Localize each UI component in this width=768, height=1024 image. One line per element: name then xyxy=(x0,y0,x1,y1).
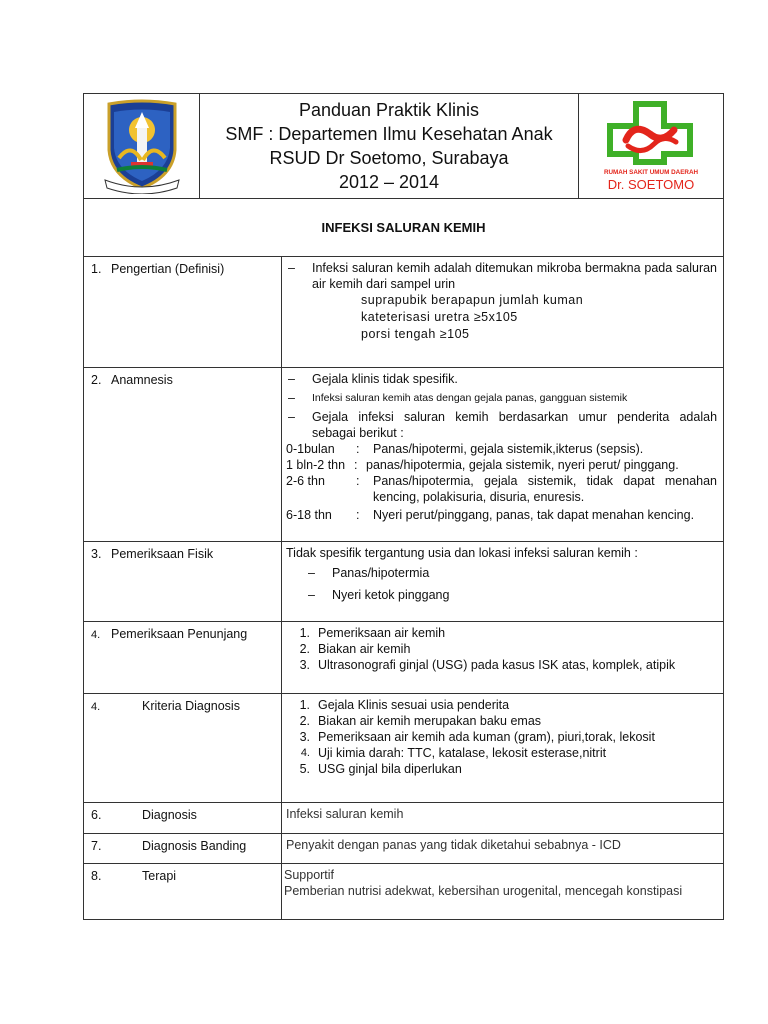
row-label-cell: 3. Pemeriksaan Fisik xyxy=(84,542,282,622)
age-row: 2-6 thn : Panas/hipotermia, gejala sistemik, tidak dapat menahan kencing, polakisuria, disuria, enuresis. xyxy=(286,474,718,504)
list-item: 2. Biakan air kemih xyxy=(299,642,411,656)
rsud-soetomo-logo xyxy=(579,100,723,192)
list-item: – Nyeri ketok pinggang xyxy=(308,588,450,602)
row-label-cell: 4. Kriteria Diagnosis xyxy=(84,694,282,803)
header-title-cell xyxy=(200,94,579,199)
list-item: 5. USG ginjal bila diperlukan xyxy=(299,762,462,776)
therapy-line: Pemberian nutrisi adekwat, kebersihan urogenital, mencegah konstipasi xyxy=(284,884,683,898)
list-item: 3. Ultrasonografi ginjal (USG) pada kasus ISK atas, komplek, atipik xyxy=(299,658,676,672)
guideline-document xyxy=(83,93,723,920)
row-content-cell xyxy=(282,694,724,803)
row-content-cell xyxy=(282,622,724,694)
row-diagnosis xyxy=(84,803,724,834)
row-content-cell: Infeksi saluran kemih xyxy=(282,803,724,834)
section-title-row xyxy=(84,199,724,257)
logo-big-text: Dr. SOETOMO xyxy=(607,177,695,192)
row-label: Terapi xyxy=(142,869,177,883)
doc-hospital: RSUD Dr Soetomo, Surabaya xyxy=(269,148,509,168)
row-label: Diagnosis Banding xyxy=(142,839,247,853)
definition-line: kateterisasi uretra ≥5x105 xyxy=(361,310,518,324)
list-item: 1. Gejala Klinis sesuai usia penderita xyxy=(299,698,510,712)
list-item: – Panas/hipotermia xyxy=(308,566,430,580)
row-definition xyxy=(84,257,724,368)
east-java-emblem xyxy=(84,98,199,194)
row-content-cell xyxy=(282,368,724,542)
list-item: – Gejala infeksi saluran kemih berdasarkan umur penderita adalah sebagai berikut : xyxy=(288,410,718,440)
list-item: – Gejala klinis tidak spesifik. xyxy=(288,372,458,386)
row-label: Pengertian (Definisi) xyxy=(111,262,225,276)
row-therapy xyxy=(84,864,724,920)
row-anamnesis xyxy=(84,368,724,542)
row-label: Kriteria Diagnosis xyxy=(142,699,240,713)
row-supporting-exam xyxy=(84,622,724,694)
list-item: – Infeksi saluran kemih adalah ditemukan mikroba bermakna pada saluran air kemih dari sampel urin xyxy=(288,261,718,291)
logo-small-text: RUMAH SAKIT UMUM DAERAH xyxy=(603,169,699,176)
list-item: 4. Uji kimia darah: TTC, katalase, lekosit esterase,nitrit xyxy=(300,746,607,760)
age-row: 0-1bulan : Panas/hipotermi, gejala sistemik,ikterus (sepsis). xyxy=(286,442,644,456)
row-content-cell xyxy=(282,257,724,368)
right-logo-cell xyxy=(579,94,724,199)
supporting-exam-list xyxy=(286,625,717,673)
shield-emblem-icon xyxy=(101,98,183,194)
age-row: 1 bln-2 thn : panas/hipotermia, gejala sistemik, nyeri perut/ pinggang. xyxy=(286,458,679,472)
row-physical-exam xyxy=(84,542,724,622)
age-row: 6-18 thn : Nyeri perut/pinggang, panas, tak dapat menahan kencing. xyxy=(286,508,695,522)
section-title: INFEKSI SALURAN KEMIH xyxy=(84,199,724,257)
row-label-cell xyxy=(84,257,282,368)
list-item: 1. Pemeriksaan air kemih xyxy=(299,626,446,640)
row-label: Anamnesis xyxy=(111,373,173,387)
left-logo-cell xyxy=(84,94,200,199)
row-label-cell: 7. Diagnosis Banding xyxy=(84,834,282,864)
guideline-table xyxy=(83,93,724,920)
row-label-cell: 4. Pemeriksaan Penunjang xyxy=(84,622,282,694)
list-item: – Infeksi saluran kemih atas dengan gejala panas, gangguan sistemik xyxy=(288,391,628,405)
hospital-cross-logo-icon xyxy=(598,100,704,192)
row-differential xyxy=(84,834,724,864)
physical-exam-intro: Tidak spesifik tergantung usia dan lokasi infeksi saluran kemih : xyxy=(286,546,638,560)
list-item: 2. Biakan air kemih merupakan baku emas xyxy=(299,714,542,728)
row-label: Pemeriksaan Penunjang xyxy=(111,627,248,641)
definition-line: porsi tengah ≥105 xyxy=(361,327,470,341)
row-diagnostic-criteria xyxy=(84,694,724,803)
row-number: 1. xyxy=(91,262,102,276)
doc-department: SMF : Departemen Ilmu Kesehatan Anak xyxy=(225,124,553,144)
row-content-cell: Penyakit dengan panas yang tidak diketahui sebabnya - ICD xyxy=(282,834,724,864)
header-row xyxy=(84,94,724,199)
list-item: 3. Pemeriksaan air kemih ada kuman (gram), piuri,torak, lekosit xyxy=(299,730,655,744)
row-label: Pemeriksaan Fisik xyxy=(111,547,214,561)
doc-title: Panduan Praktik Klinis xyxy=(298,100,480,120)
row-label-cell: 2. Anamnesis xyxy=(84,368,282,542)
physical-exam-list xyxy=(286,565,717,603)
row-label-cell: 8. Terapi xyxy=(84,864,282,920)
row-label-cell: 6. Diagnosis xyxy=(84,803,282,834)
definition-line: suprapubik berapapun jumlah kuman xyxy=(361,293,584,307)
row-label: Diagnosis xyxy=(142,808,197,822)
therapy-line: Supportif xyxy=(284,868,335,882)
row-content-cell xyxy=(282,542,724,622)
criteria-list xyxy=(286,697,717,777)
row-content-cell xyxy=(282,864,724,920)
doc-years: 2012 – 2014 xyxy=(338,172,440,192)
